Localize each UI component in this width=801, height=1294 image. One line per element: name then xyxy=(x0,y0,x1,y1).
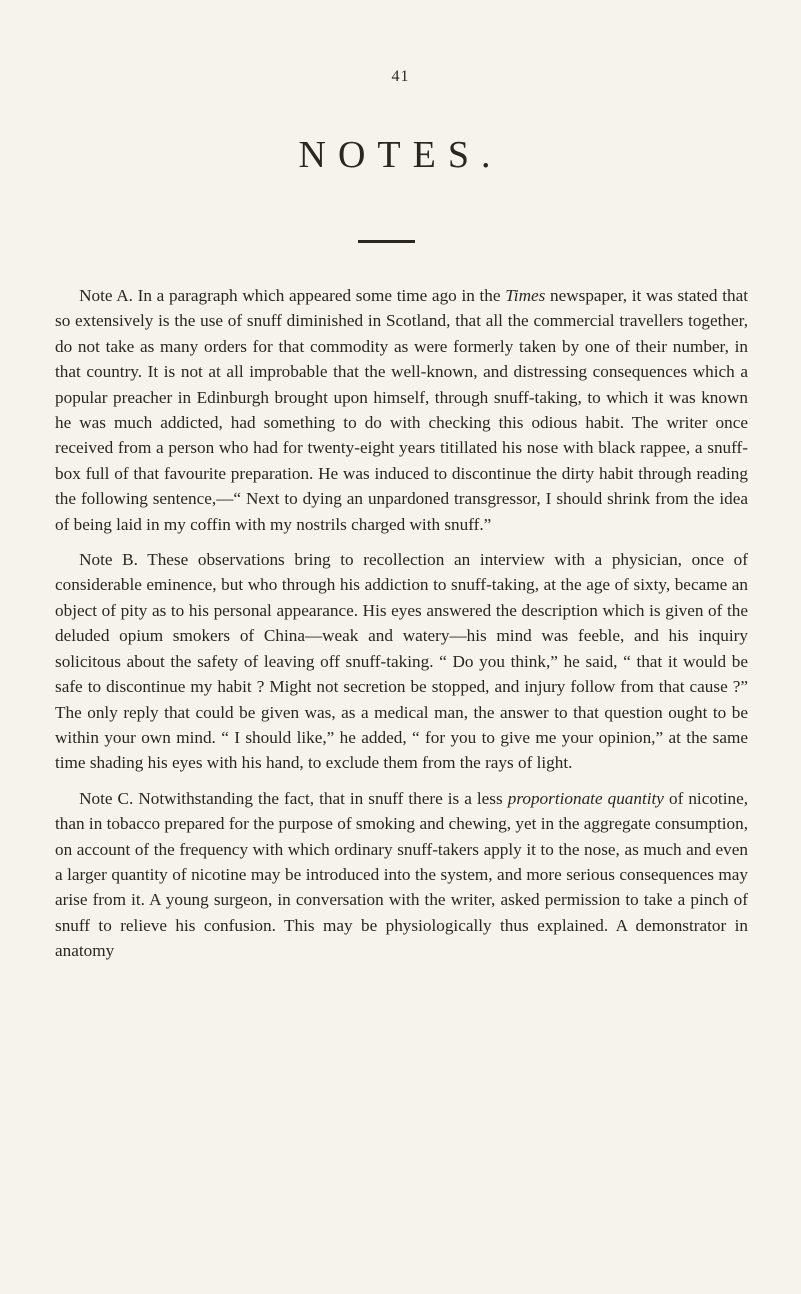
note-b xyxy=(55,547,748,776)
note-b-label: Note B. xyxy=(79,550,138,570)
note-c-text-before: Notwithstanding the fact, that in snuff there is a less xyxy=(133,788,508,808)
note-c xyxy=(55,786,748,964)
notes-body xyxy=(55,283,748,974)
note-c-italic: proportionate quantity xyxy=(507,788,664,808)
page-number: 41 xyxy=(391,68,410,85)
note-c-text-after: of nicotine, than in tobacco prepared for the purpose of smoking and chewing, yet in the aggregate consumption, on account of the frequency with which ordinary snuff-takers apply it to the nose, as much and even a larger quantity of nicotine may be introduced into the system, and more serious consequences may arise from it. A young surgeon, in conversation with the writer, asked permission to take a pinch of snuff to relieve his confusion. This may be physiologically thus explained. A demonstrator in anatomy xyxy=(55,788,748,961)
note-a-text-before: In a paragraph which appeared some time ago in the xyxy=(132,286,506,305)
title-divider xyxy=(358,240,415,243)
note-b-text: These observations bring to recollection an interview with a physician, once of considerable eminence, but who through his addiction to snuff-taking, at the age of sixty, became an object of pity as to his personal appearance. His eyes answered the description which is given of the deluded opium smokers of China—weak and watery—his mind was feeble, and his inquiry solicitous about the safety of leaving off snuff-taking. “ Do you think,” he said, “ that it would be safe to discontinue my habit ? Might not secretion be stopped, and injury follow from that cause ?” The only reply that could be given was, as a medical man, the answer to that question ought to be within your own mind. “ I should like,” he added, “ for you to give me your opinion,” at the same time shading his eyes with his hand, to exclude them from the rays of light. xyxy=(55,550,748,773)
note-c-label: Note C. xyxy=(79,788,134,808)
note-a-italic: Times xyxy=(505,286,546,305)
page-title: NOTES. xyxy=(298,134,503,176)
note-a-text-after: newspaper, it was stated that so extensively is the use of snuff diminished in Scotland, that all the commercial travellers together, do not take as many orders for that commodity as were formerly taken by one of their number, in that country. It is not at all improbable that the well-known, and distressing consequences which a popular preacher in Edinburgh brought upon himself, through snuff-taking, to which it was known he was much addicted, had something to do with checking this odious habit. The writer once received from a person who had for twenty-eight years titillated his nose with black rappee, a snuff-box full of that favourite preparation. He was induced to discontinue the dirty habit through reading the following sentence,—“ Next to dying an unpardoned transgressor, I should shrink from the idea of being laid in my coffin with my nostrils charged with snuff.” xyxy=(55,286,748,534)
note-a xyxy=(55,283,748,537)
note-a-label: Note A. xyxy=(79,286,133,305)
